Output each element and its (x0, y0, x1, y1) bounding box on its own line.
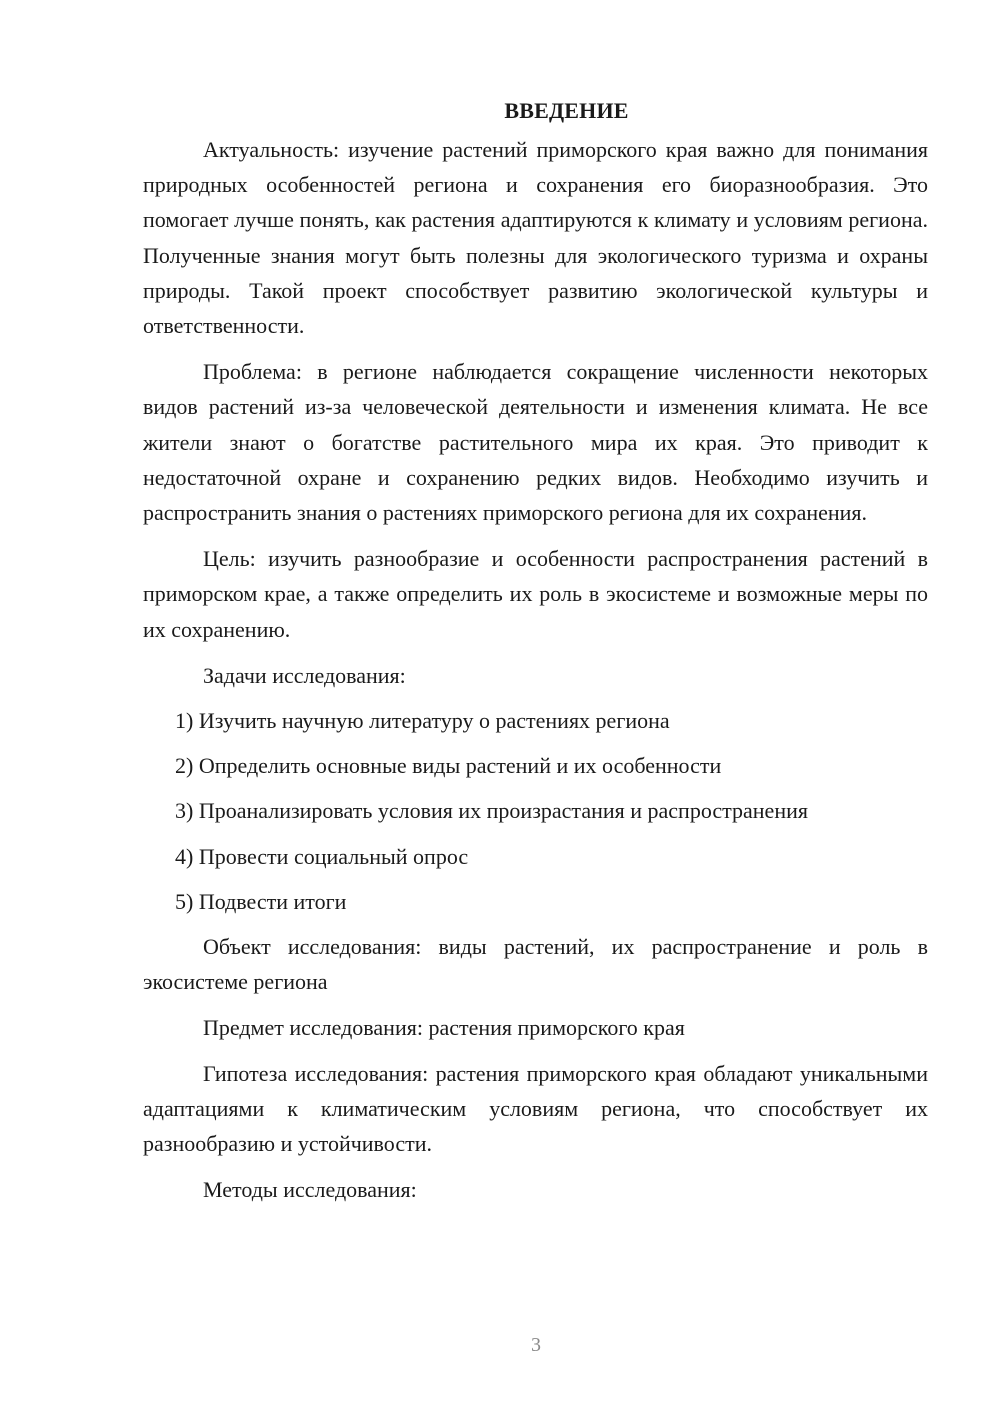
paragraph-hypothesis: Гипотеза исследования: растения приморского края обладают уникальными адаптациями к климатическим условиям региона, что способствует их разнообразию и устойчивости. (143, 1060, 928, 1157)
paragraph-relevance: Актуальность: изучение растений приморского края важно для понимания природных особенностей региона и сохранения его биоразнообразия. Это помогает лучше понять, как растения адаптируются к климату и условиям региона. Полученные знания могут быть полезны для экологического туризма и охраны природы. Такой проект способствует развитию экологической культуры и ответственности. (143, 137, 928, 339)
paragraph-tasks-title: Задачи исследования: (203, 662, 406, 688)
paragraph-methods-title: Методы исследования: (203, 1177, 417, 1203)
page-content (143, 96, 928, 1218)
page-number: 3 (531, 1334, 541, 1356)
page-title: ВВЕДЕНИЕ (504, 98, 629, 123)
list-item: 1) Изучить научную литературу о растениях региона (175, 708, 670, 734)
paragraph-problem: Проблема: в регионе наблюдается сокращение численности некоторых видов растений из-за человеческой деятельности и изменения климата. Не все жители знают о богатстве растительного мира их края. Это приводит к недостаточной охране и сохранению редких видов. Необходимо изучить и распространить знания о растениях приморского региона для их сохранения. (143, 359, 928, 526)
paragraph-goal: Цель: изучить разнообразие и особенности распространения растений в приморском крае, а также определить их роль в экосистеме и возможные меры по их сохранению. (143, 546, 928, 642)
paragraph-subject: Предмет исследования: растения приморского края (203, 1015, 685, 1041)
paragraph-object: Объект исследования: виды растений, их распространение и роль в экосистеме региона (143, 934, 928, 995)
list-item: 3) Проанализировать условия их произрастания и распространения (175, 798, 808, 824)
tasks-list (143, 703, 928, 919)
list-item: 2) Определить основные виды растений и их особенности (175, 753, 722, 779)
list-item: 5) Подвести итоги (175, 888, 347, 914)
list-item: 4) Провести социальный опрос (175, 843, 469, 869)
